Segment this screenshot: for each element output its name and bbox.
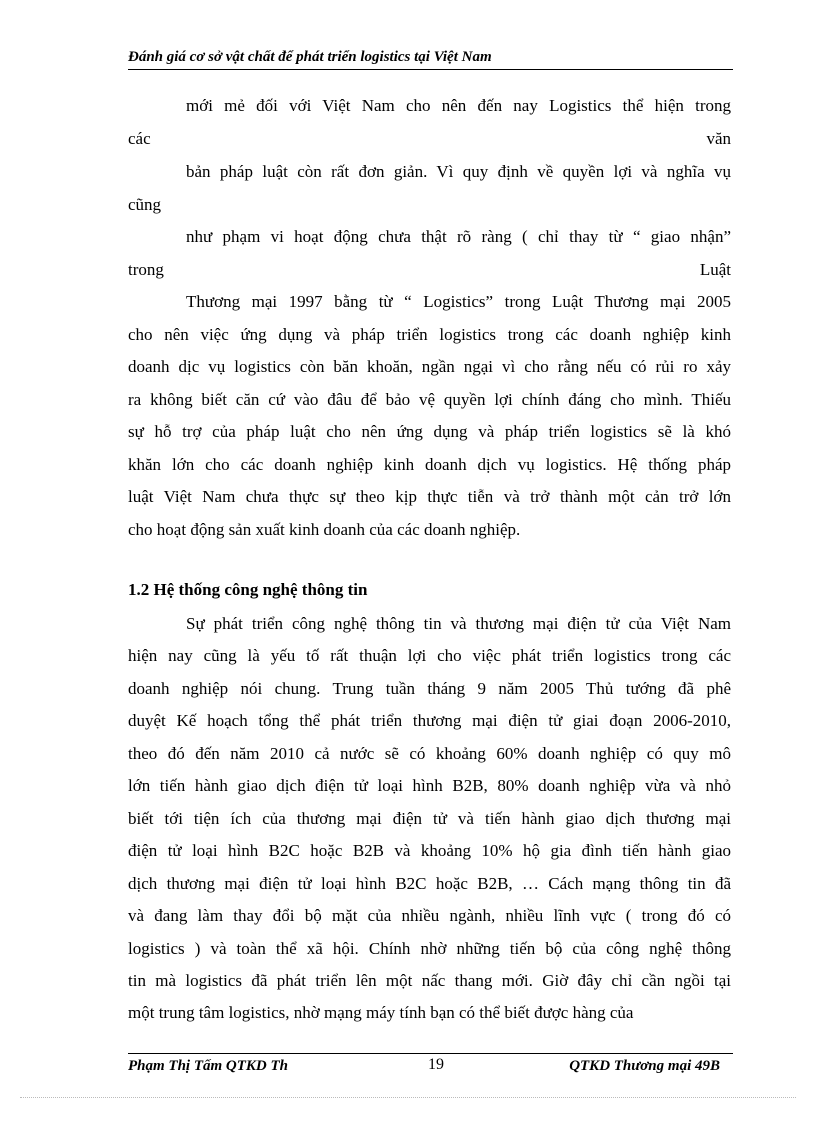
page-bottom-divider (20, 1097, 796, 1098)
section-heading: 1.2 Hệ thống công nghệ thông tin (128, 580, 368, 599)
text-line: điện tử loại hình B2C hoặc B2B và khoảng 10% hộ gia đình tiến hành giao (128, 841, 731, 860)
text-line: tin mà logistics đã phát triển lên một nấc thang mới. Giờ đây chỉ cần ngồi tại (128, 971, 731, 990)
text-line: một trung tâm logistics, nhờ mạng máy tính bạn có thể biết được hàng của (128, 1003, 634, 1022)
text-line (128, 259, 731, 281)
footer-author: Phạm Thị Tấm QTKD Th (128, 1058, 289, 1074)
text-line: như phạm vi hoạt động chưa thật rõ ràng ( chỉ thay từ “ giao nhận” (186, 227, 731, 246)
footer-rule (128, 1053, 733, 1054)
text-line: doanh dịc vụ logistics còn băn khoăn, ngần ngại vì cho rằng nếu có rủi ro xảy (128, 357, 731, 376)
text-line: bản pháp luật còn rất đơn giản. Vì quy định về quyền lợi và nghĩa vụ (186, 162, 731, 181)
text-word: các (128, 129, 151, 148)
page-number: 19 (428, 1056, 444, 1073)
text-line (128, 128, 731, 150)
text-line: lớn tiến hành giao dịch điện tử loại hình B2B, 80% doanh nghiệp vừa và nhỏ (128, 776, 731, 795)
text-line: Sự phát triển công nghệ thông tin và thương mại điện tử của Việt Nam (186, 614, 731, 633)
text-line: ra không biết căn cứ vào đâu để bảo vệ quyền lợi chính đáng cho mình. Thiếu (128, 390, 731, 409)
text-word: văn (706, 129, 731, 148)
text-line: hiện nay cũng là yếu tố rất thuận lợi cho việc phát triển logistics trong các (128, 646, 731, 665)
text-line: và đang làm thay đổi bộ mặt của nhiều ngành, nhiều lĩnh vực ( trong đó có (128, 906, 731, 925)
text-line: duyệt Kế hoạch tổng thể phát triển thương mại điện tử giai đoạn 2006-2010, (128, 711, 731, 730)
text-word: trong (128, 260, 164, 279)
footer-class: QTKD Thương mại 49B (569, 1058, 720, 1074)
text-line: doanh nghiệp nói chung. Trung tuần tháng 9 năm 2005 Thủ tướng đã phê (128, 679, 731, 698)
text-line: logistics ) và toàn thể xã hội. Chính nhờ những tiến bộ của công nghệ thông (128, 939, 731, 958)
text-line: cho nên việc ứng dụng và pháp triển logistics trong các doanh nghiệp kinh (128, 325, 731, 344)
text-line: khăn lớn cho các doanh nghiệp kinh doanh dịch vụ logistics. Hệ thống pháp (128, 455, 731, 474)
text-line: biết tới tiện ích của thương mại điện tử và tiến hành giao dịch thương mại (128, 809, 731, 828)
text-word: Luật (699, 260, 731, 279)
text-line: cũng (128, 195, 162, 214)
text-line: dịch thương mại điện tử loại hình B2C hoặc B2B, … Cách mạng thông tin đã (128, 874, 731, 893)
header-title: Đánh giá cơ sở vật chất để phát triển logistics tại Việt Nam (128, 49, 492, 65)
text-line: theo đó đến năm 2010 cả nước sẽ có khoảng 60% doanh nghiệp có quy mô (128, 744, 731, 763)
text-line: Thương mại 1997 bằng từ “ Logistics” trong Luật Thương mại 2005 (186, 292, 731, 311)
text-line: mới mẻ đối với Việt Nam cho nên đến nay Logistics thể hiện trong (186, 96, 731, 115)
text-line: cho hoạt động sản xuất kinh doanh của các doanh nghiệp. (128, 520, 521, 539)
text-line: luật Việt Nam chưa thực sự theo kịp thực tiễn và trở thành một cản trở lớn (128, 487, 731, 506)
text-line: sự hỗ trợ của pháp luật cho nên ứng dụng và pháp triển logistics sẽ là khó (128, 422, 731, 441)
header-rule (128, 69, 733, 70)
